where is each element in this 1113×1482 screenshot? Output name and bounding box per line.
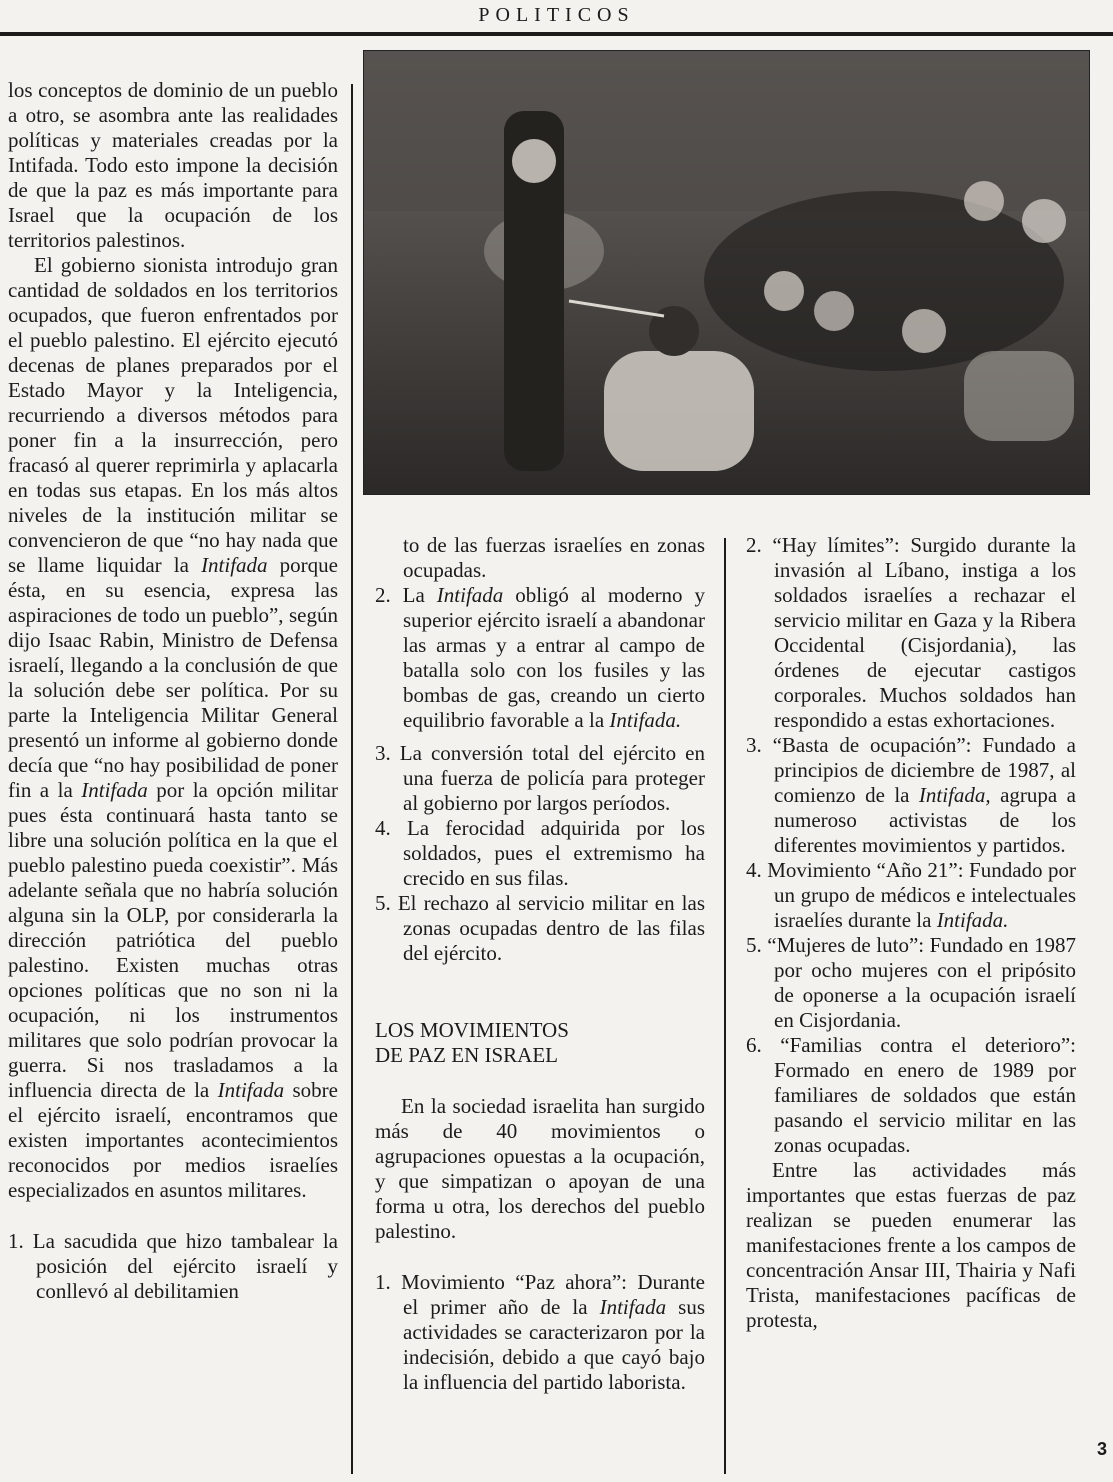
section-heading-line-2: DE PAZ EN ISRAEL: [375, 1043, 558, 1067]
photo-image: [364, 51, 1089, 494]
movement-item-1: 1. Movimiento “Paz ahora”: Durante el primer año de la Intifada sus actividades se caracterizaron por la indecisión, debido a que cayó bajo la influencia del partido laborista.: [375, 1270, 705, 1394]
paragraph-1: los conceptos de dominio de un pueblo a otro, se asombra ante las realidades políticas y materiales creadas por la Intifada. Todo esto impone la decisión de que la paz es más importante para Israel que la ocupación de los territorios palestinos.: [8, 78, 338, 252]
list-item-3: 3. La conversión total del ejército en una fuerza de policía para proteger al gobierno por largos períodos.: [375, 741, 705, 815]
movement-item-3: 3. “Basta de ocupación”: Fundado a principios de diciembre de 1987, al comienzo de la Intifada, agrupa a numeroso activistas de los diferentes movimientos y partidos.: [746, 733, 1076, 857]
movement-item-2: 2. “Hay límites”: Surgido durante la invasión al Líbano, instiga a los soldados israelíes a rechazar el servicio militar en Gaza y la Ribera Occidental (Cisjordania), las órdenes de ejecutar castigos corporales. Muchos soldados han respondido a estas exhortaciones.: [746, 533, 1076, 732]
paragraph-2: El gobierno sionista introdujo gran cantidad de soldados en los territorios ocupados, que fueron enfrentados por el pueblo palestino. El ejército ejecutó decenas de planes preparados por el Estado Mayor y la Inteligencia, recurriendo a diversos métodos para poner fin a la insurrección, pero fracasó al querer reprimirla y aplacarla en todas sus etapas. En los más altos niveles de la institución militar se convencieron de que “no hay nada que se llame liquidar la Intifada porque ésta, en su esencia, expresa las aspiraciones de todo un pueblo”, según dijo Isaac Rabin, Ministro de Defensa israelí, llegando a la conclusión de que la solución debe ser política. Por su parte la Inteligencia Militar General presentó un informe al gobierno donde decía que “no hay posibilidad de poner fin a la Intifada por la opción militar pues ésta continuará hasta tanto se libre una solución política en la que el pueblo palestino pueda coexistir”. Más adelante señala que no habría solución alguna sin la OLP, por considerarla la dirección patriótica del pueblo palestino. Existen muchas otras opciones políticas que no son ni la ocupación, ni los instrumentos militares que solo podrían provocar la guerra. Si nos trasladamos a la influencia directa de la Intifada sobre el ejército israelí, encontramos que existen importantes acontecimientos reconocidos por medios israelíes especializados en asuntos militares.: [8, 253, 338, 1202]
movement-item-4: 4. Movimiento “Año 21”: Fundado por un grupo de médicos e intelectuales israelíes durante la Intifada.: [746, 858, 1076, 932]
list-item-2: 2. La Intifada obligó al moderno y superior ejército israelí a abandonar las armas y a entrar al campo de batalla solo con los fusiles y las bombas de gas, creando un cierto equilibrio favorable a la Intifada.: [375, 583, 705, 732]
column-2: [375, 533, 705, 1395]
section-header: POLITICOS: [478, 4, 635, 26]
list-item-1-continued: to de las fuerzas israelíes en zonas ocupadas.: [403, 533, 705, 582]
section-heading-line-1: LOS MOVIMIENTOS: [375, 1018, 569, 1042]
paragraph-activities: Entre las actividades más importantes que estas fuerzas de paz realizan se pueden enumerar las manifestaciones frente a los campos de concentración Ansar III, Thairia y Nafi Trista, manifestaciones pacíficas de protesta,: [746, 1158, 1076, 1332]
column-1: [8, 78, 338, 1304]
page-number: 3: [1096, 1439, 1107, 1459]
header-rule: [0, 32, 1113, 36]
section-heading: [375, 1018, 705, 1068]
news-photo: [363, 50, 1090, 495]
movement-item-5: 5. “Mujeres de luto”: Fundado en 1987 por ocho mujeres con el pripósito de oponerse a la ocupación israelí en Cisjordania.: [746, 933, 1076, 1032]
column-divider-2: [724, 538, 726, 1474]
paragraph-movements: En la sociedad israelita han surgido más de 40 movimientos o agrupaciones opuestas a la ocupación, y que simpatizan o apoyan de una forma u otra, los derechos del pueblo palestino.: [375, 1094, 705, 1243]
list-item-5: 5. El rechazo al servicio militar en las zonas ocupadas dentro de las filas del ejército.: [375, 891, 705, 965]
list-item-1: 1. La sacudida que hizo tambalear la posición del ejército israelí y conllevó al debilitamien: [8, 1229, 338, 1303]
column-3: [746, 533, 1076, 1333]
movement-item-6: 6. “Familias contra el deterioro”: Formado en enero de 1989 por familiares de soldados que están pasando el servicio militar en las zonas ocupadas.: [746, 1033, 1076, 1157]
column-divider-1: [351, 84, 353, 1474]
list-item-4: 4. La ferocidad adquirida por los soldados, pues el extremismo ha crecido en sus filas.: [375, 816, 705, 890]
